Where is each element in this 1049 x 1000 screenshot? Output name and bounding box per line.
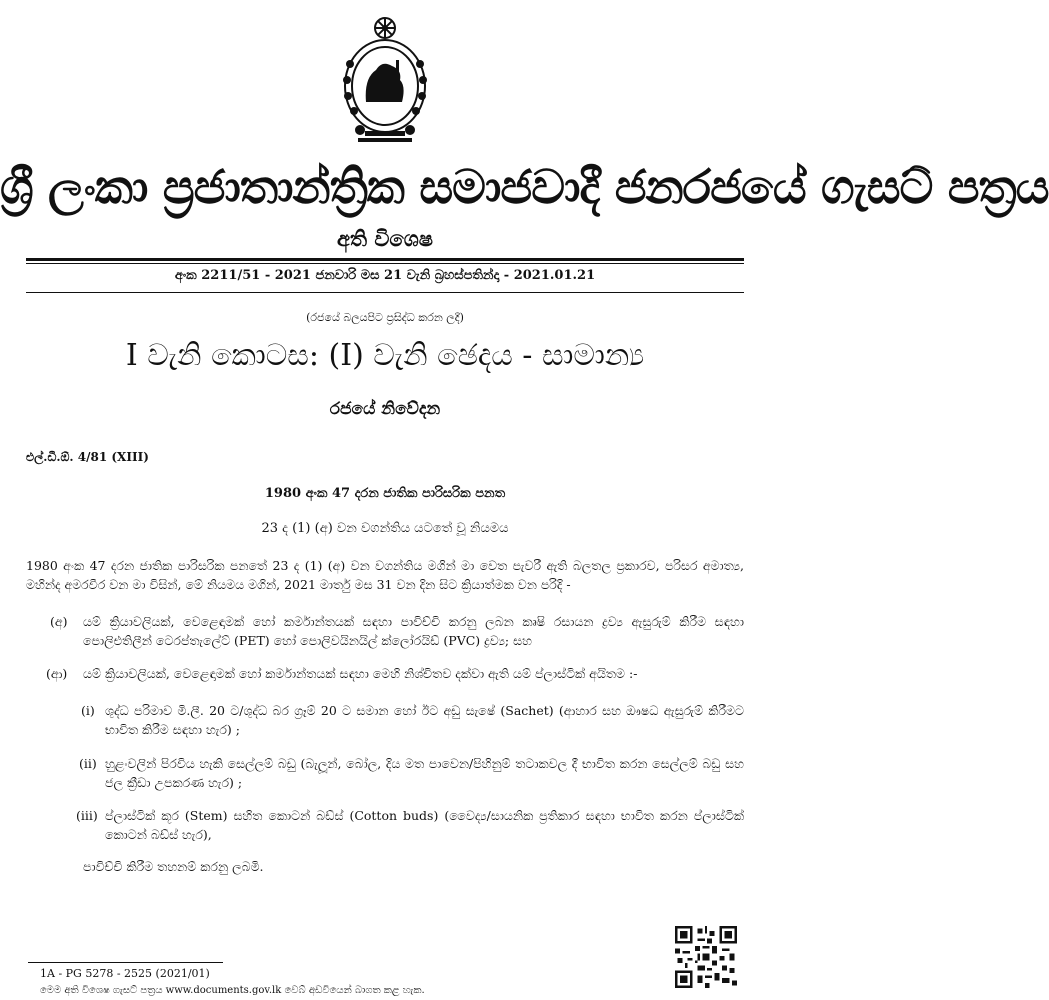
gazette-masthead-title: ශ්‍රී ලංකා ප්‍රජාතාන්ත්‍රික සමාජවාදී ජනරජයේ ගැසට් පත්‍රය <box>0 160 1049 215</box>
footer-rule <box>28 962 223 963</box>
footer-website-note: මෙම අති විශෙෂ ගැසට් පත්‍රය www.documents.gov.lk වෙබ් අඩවියෙන් බාගත කළ හැක. <box>40 985 425 996</box>
header-rule-thin <box>26 263 744 264</box>
publication-note: (රජයේ බලයපිට ප්‍රසිද්ධ කරන ලදී) <box>306 311 464 324</box>
item-label: (අ) <box>50 614 68 629</box>
regulation-title: 23 ද (1) (අ) වන වගන්තිය යටතේ වූ නියමය <box>261 521 509 536</box>
subitem-label: (iii) <box>76 808 98 823</box>
section-heading: රජයේ නිවේදන <box>329 399 441 419</box>
subitem-text: හුළංවලින් පිරවිය හැකි සෙල්ලම් බඩු (බැලූන්, බෝල, දිය මත පාවෙන/පිහිනුම් තටාකවල දී භාවිත කරන සෙල්ලම් බඩු සහ ජල ක්‍රීඩා උපකරණ හැර) ; <box>105 756 744 790</box>
lion-emblem-icon <box>330 14 440 150</box>
subitem-text: ශුද්ධ පරිමාව මි.ලී. 20 ට/ශුද්ධ බර ග්‍රෑම් 20 ට සමාන හෝ ඊට අඩු සැෂේ (Sachet) (ආහාර සහ ඖෂධ ඇසුරුම් කිරීමට භාවිත කිරීම සඳහා හැර) ; <box>105 703 744 737</box>
item-label: (ආ) <box>46 666 68 681</box>
part-heading: I වැනි කොටස: (I) වැනි ඡෙදය - සාමාන්‍ය <box>125 338 645 373</box>
closing-line: පාවිච්චි කිරීම තහනම් කරනු ලබමි. <box>83 859 264 874</box>
item-text: යම් ක්‍රියාවලියක්, වෙළෙඳාමක් හෝ කර්මාන්තයක් සඳහා පාවිච්චි කරනු ලබන කෘෂි රසායන ද්‍රව්‍ය ඇසුරුම් කිරීම සඳහා පොලිඑතිලීන් ටෙරප්තැලේට් (PET) හෝ පොලිවයිනයිල් ක්ලෝරයිඩ් (PVC) ද්‍රව්‍ය; සහ <box>83 614 744 648</box>
issue-rule <box>26 292 744 293</box>
footer-print-code: 1A - PG 5278 - 2525 (2021/01) <box>40 967 210 980</box>
subitem-label: (ii) <box>79 756 97 771</box>
subitem-label: (i) <box>81 703 95 718</box>
subitem-text: ප්ලාස්ටික් කූර (Stem) සහිත කොටන් බඩ්ස් (Cotton buds) (වෛද්‍ය/සායනික ප්‍රතිකාර සඳහා භාවිත කරන ප්ලාස්ටික් කොටන් බඩ්ස් හැර), <box>105 808 744 842</box>
intro-paragraph: 1980 අංක 47 දරන ජාතික පාරිසරික පනතේ 23 ද (1) (අ) වන වගන්තිය මගින් මා වෙත පැවරී ඇති බලතල ප්‍රකාරව, පරිසර අමාත්‍ය, මහින්ද අමරවීර වන මා විසින්, මේ නියමය මගින්, 2021 මාර්තු මස 31 වන දින සිට ක්‍රියාත්මක වන පරිදි - <box>26 558 744 592</box>
item-text: යම් ක්‍රියාවලියක්, වෙළෙඳාමක් හෝ කර්මාන්තයක් සඳහා මෙහි නිශ්චිතව දක්වා ඇති යම් ප්ලාස්ටික් අයිතම :- <box>83 666 638 681</box>
qr-code-icon <box>675 926 737 988</box>
act-title: 1980 අංක 47 දරන ජාතික පාරිසරික පනත <box>264 486 506 501</box>
extraordinary-label: අති විශෙෂ <box>337 226 433 251</box>
issue-line: අංක 2211/51 - 2021 ජනවාරි මස 21 වැනි බ්‍රහස්පතින්දා - 2021.01.21 <box>174 268 596 283</box>
reference-number: එල්.ඩී.ඕ. 4/81 (XIII) <box>26 450 149 464</box>
header-rule-thick <box>26 258 744 261</box>
